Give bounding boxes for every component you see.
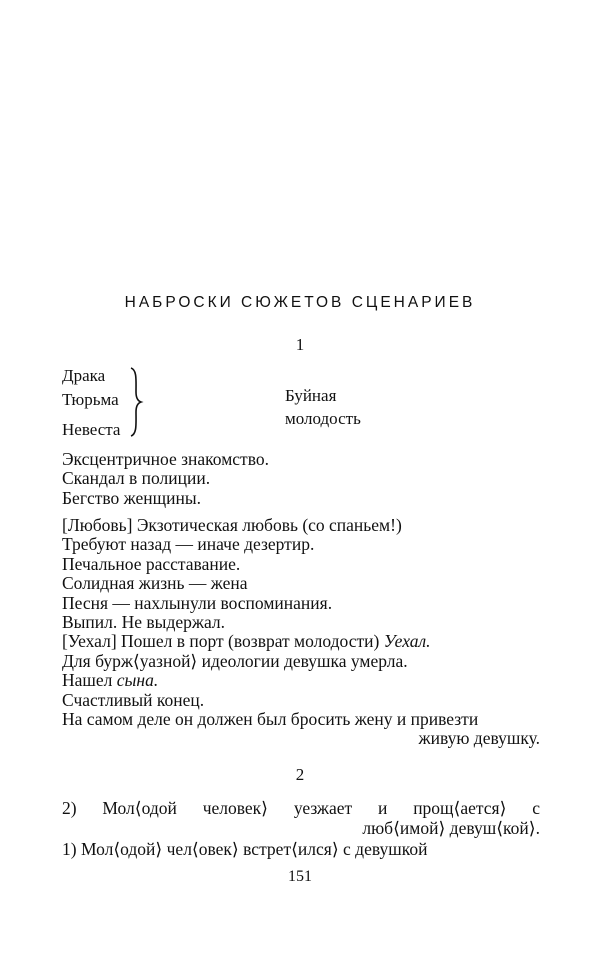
page-number: 151 <box>288 868 312 885</box>
text-line <box>62 671 540 690</box>
text-line: Песня — нахлынули воспоминания. <box>62 592 333 613</box>
word: человек⟩ <box>202 798 268 818</box>
topics-result <box>285 384 361 430</box>
text-line <box>62 632 540 651</box>
text-line: Счастливый конец. <box>62 689 205 710</box>
text-line: Выпил. Не выдержал. <box>62 612 225 633</box>
text-span: Нашел <box>62 670 113 691</box>
topic-item: Драка <box>62 366 106 385</box>
text-line: Скандал в полиции. <box>62 468 211 489</box>
text-line: Эксцентричное знакомство. <box>62 449 269 469</box>
curly-brace-icon <box>128 366 146 438</box>
word: уезжает <box>293 798 353 818</box>
text-span: [Уехал] Пошел в порт (возврат молодости) <box>62 631 380 652</box>
word: Мол⟨одой <box>102 798 177 818</box>
result-line: Буйная <box>285 386 337 405</box>
section-2-number: 2 <box>295 765 305 784</box>
italic-span: Уехал. <box>383 631 431 652</box>
section-1-number: 1 <box>295 335 305 354</box>
paragraph-block-1 <box>62 450 540 508</box>
paragraph-block-2 <box>62 516 540 749</box>
text-line: Бегство женщины. <box>62 487 202 508</box>
topic-item: Невеста <box>62 420 121 439</box>
result-line: молодость <box>285 409 361 428</box>
list-item-2 <box>62 797 540 819</box>
list-item-2-continuation: люб⟨имой⟩ девуш⟨кой⟩. <box>362 818 540 838</box>
text-line: Для бурж⟨уазной⟩ идеологии девушка умерла. <box>62 650 408 671</box>
word: и <box>378 798 388 818</box>
word: с <box>532 798 540 818</box>
list-item-1: 1) Мол⟨одой⟩ чел⟨овек⟩ встрет⟨ился⟩ с девушкой <box>62 839 428 859</box>
word: прощ⟨ается⟩ <box>413 798 507 818</box>
text-line: Солидная жизнь — жена <box>62 573 248 594</box>
word: 2) <box>62 798 77 818</box>
text-line: Требуют назад — иначе дезертир. <box>62 534 315 555</box>
topic-item: Тюрьма <box>62 390 119 409</box>
page-title: НАБРОСКИ СЮЖЕТОВ СЦЕНАРИЕВ <box>124 294 476 311</box>
text-line: На самом деле он должен был бросить жену и привезти <box>62 709 479 730</box>
text-line: живую девушку. <box>418 728 540 749</box>
italic-span: сына. <box>116 670 159 691</box>
section-2-list <box>62 797 540 860</box>
text-line: [Любовь] Экзотическая любовь (со спаньем!) <box>62 515 402 535</box>
text-line: Печальное расставание. <box>62 553 241 574</box>
